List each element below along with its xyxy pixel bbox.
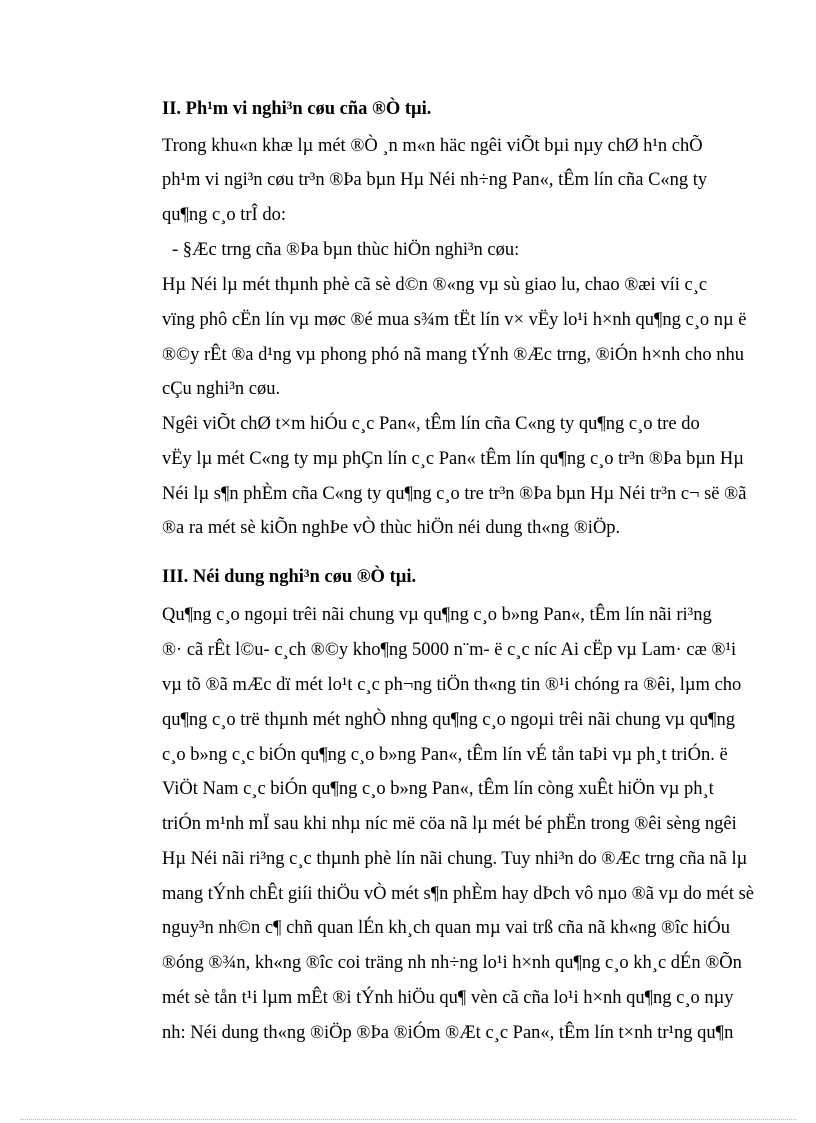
text-line: ®óng ®¾n, kh«ng ®îc coi träng nh nh÷ng lo¹i h×nh qu¶ng c¸o kh¸c dÉn ®Õn	[162, 953, 742, 973]
text-line: mang tÝnh chÊt giíi thiÖu vÒ mét s¶n phÈm hay dÞch vô nµo ®ã vµ do mét sè	[162, 884, 755, 904]
text-line: ®©y rÊt ®a d¹ng vµ phong phó nã mang tÝnh ®Æc trng, ®iÓn h×nh cho nhu	[162, 345, 744, 365]
text-line: Hµ Néi nãi ri³ng c¸c thµnh phè lín nãi chung. Tuy nhi³n do ®Æc trng cña nã lµ	[162, 849, 748, 869]
text-line: Trong khu«n khæ lµ mét ®Ò ¸n m«n häc ngêi viÕt bµi nµy chØ h¹n chÕ	[162, 136, 703, 156]
text-line: qu¶ng c¸o trë thµnh mét nghÒ nhng qu¶ng c¸o ngoµi trêi nãi chung vµ qu¶ng	[162, 710, 735, 730]
text-line: ®a ra mét sè kiÕn nghÞe vÒ thùc hiÖn néi dung th«ng ®iÖp.	[162, 518, 621, 538]
text-line: nguy³n nh©n c¶ chñ quan lÉn kh¸ch quan mµ vai trß cña nã kh«ng ®îc hiÓu	[162, 918, 731, 938]
text-line: ph¹m vi ngi³n cøu tr³n ®Þa bµn Hµ Néi nh÷ng Pan«, tÊm lín cña C«ng ty	[162, 170, 708, 190]
text-line: Ngêi viÕt chØ t×m hiÓu c¸c Pan«, tÊm lín cña C«ng ty qu¶ng c¸o tre do	[162, 414, 700, 434]
section-heading-scope: II. Ph¹m vi nghi³n cøu cña ®Ò tµi.	[162, 99, 432, 119]
text-line: triÓn m¹nh mÏ sau khi nhµ níc më cöa nã lµ mét bé phËn trong ®êi sèng ngêi	[162, 814, 737, 834]
section-heading-content: III. Néi dung nghi³n cøu ®Ò tµi.	[162, 567, 417, 587]
text-line: nh: Néi dung th«ng ®iÖp ®Þa ®iÓm ®Æt c¸c Pan«, tÊm lín t×nh tr¹ng qu¶n	[162, 1023, 734, 1043]
page-bottom-divider	[20, 1119, 796, 1120]
text-line: vËy lµ mét C«ng ty mµ phÇn lín c¸c Pan« tÊm lín qu¶ng c¸o tr³n ®Þa bµn Hµ	[162, 449, 744, 469]
text-line: Néi lµ s¶n phÈm cña C«ng ty qu¶ng c¸o tre tr³n ®Þa bµn Hµ Néi tr³n c¬ së ®ã	[162, 484, 747, 504]
text-line: - §Æc trng cña ®Þa bµn thùc hiÖn nghi³n cøu:	[172, 240, 520, 260]
text-line: mét sè tån t¹i lµm mÊt ®i tÝnh hiÖu qu¶ vèn cã cña lo¹i h×nh qu¶ng c¸o nµy	[162, 988, 734, 1008]
text-line: ViÖt Nam c¸c biÓn qu¶ng c¸o b»ng Pan«, tÊm lín còng xuÊt hiÖn vµ ph¸t	[162, 779, 714, 799]
text-line: vïng phô cËn lín vµ møc ®é mua s¾m tËt lín v× vËy lo¹i h×nh qu¶ng c¸o nµ ë	[162, 310, 747, 330]
text-line: ®· cã rÊt l©u- c¸ch ®©y kho¶ng 5000 n¨m- ë c¸c níc Ai cËp vµ Lam· cæ ®¹i	[162, 640, 737, 660]
text-line: Qu¶ng c¸o ngoµi trêi nãi chung vµ qu¶ng c¸o b»ng Pan«, tÊm lín nãi ri³ng	[162, 605, 712, 625]
text-line: Hµ Néi lµ mét thµnh phè cã sè d©n ®«ng vµ sù giao lu, chao ®æi víi c¸c	[162, 275, 708, 295]
text-line: cÇu nghi³n cøu.	[162, 379, 281, 399]
text-line: qu¶ng c¸o trÎ do:	[162, 205, 286, 225]
text-line: vµ tõ ®ã mÆc dï mét lo¹t c¸c ph¬ng tiÖn th«ng tin ®¹i chóng ra ®êi, lµm cho	[162, 675, 742, 695]
text-line: c¸o b»ng c¸c biÓn qu¶ng c¸o b»ng Pan«, tÊm lín vÉ tån taÞi vµ ph¸t triÓn. ë	[162, 745, 728, 765]
